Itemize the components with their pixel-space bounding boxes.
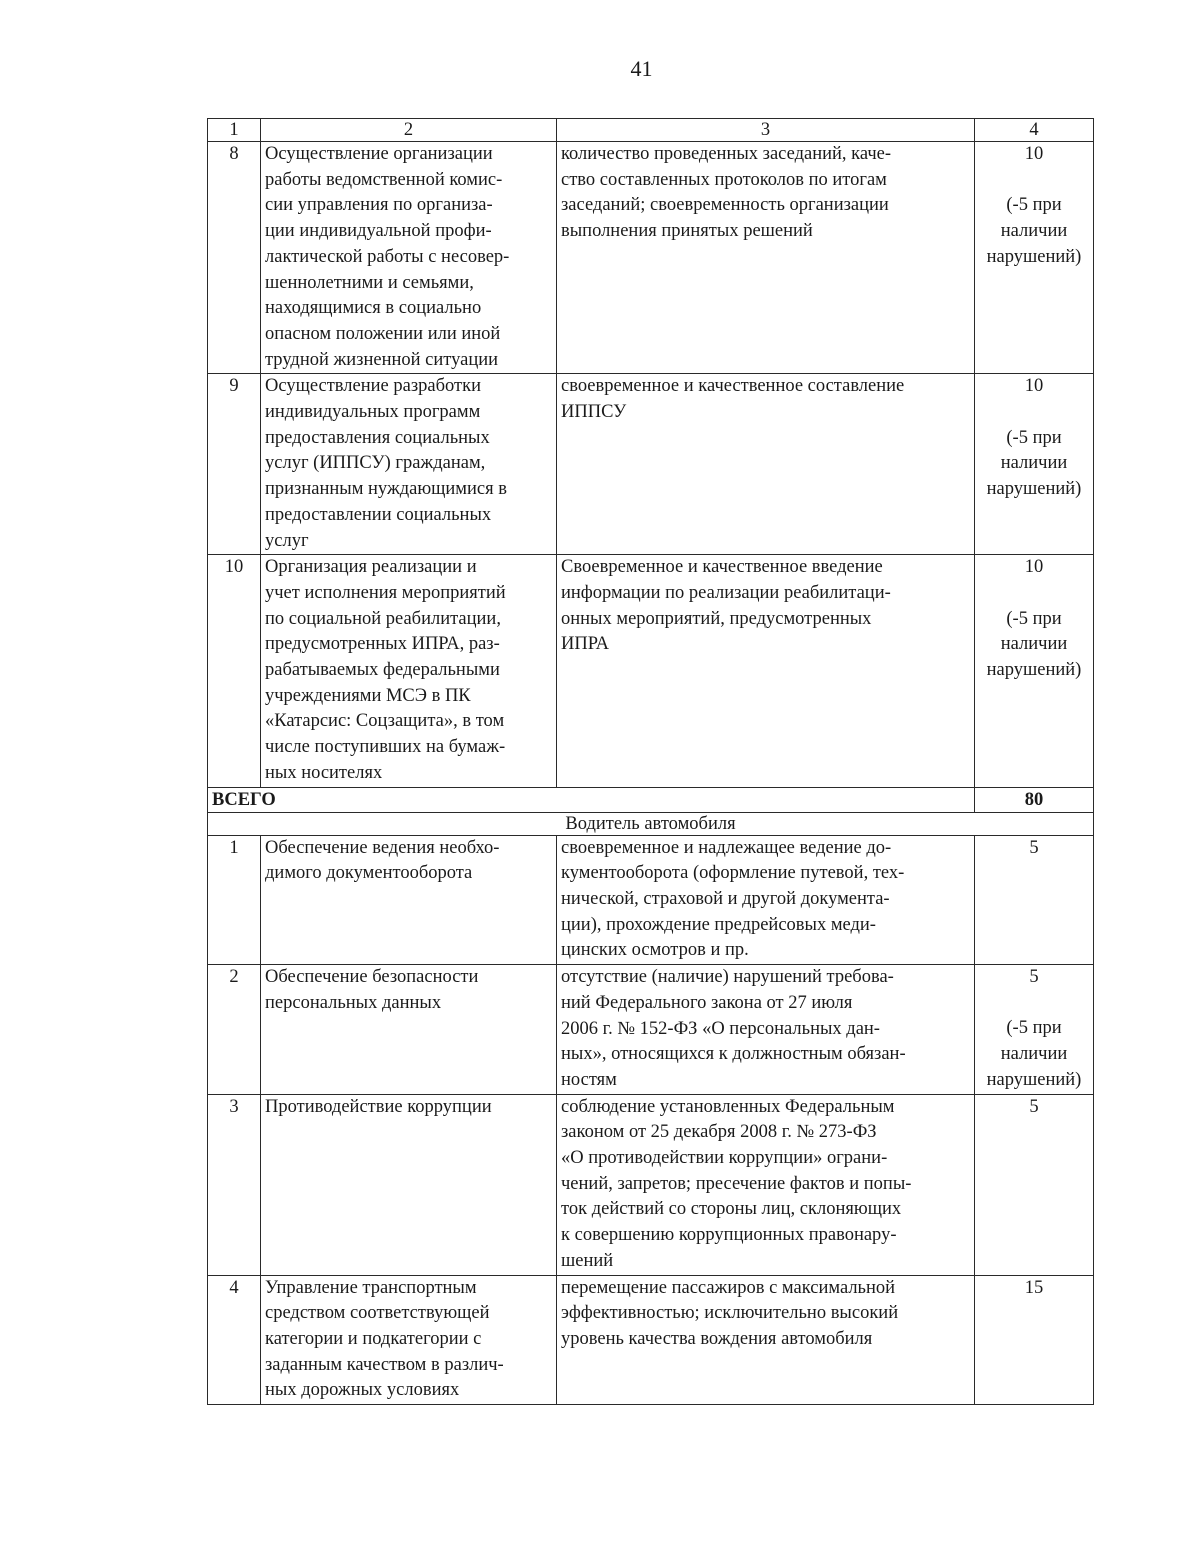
penalty-line: нарушений)	[986, 479, 1082, 500]
activity-line: Противодействие коррупции	[265, 1096, 492, 1117]
activity-line: числе поступивших на бумаж-	[265, 737, 506, 758]
activity-line: заданным качеством в различ-	[265, 1354, 504, 1375]
penalty-line: наличии	[1000, 221, 1068, 242]
points-cell	[975, 1275, 1094, 1405]
table-row	[208, 1094, 1094, 1275]
criteria-cell	[557, 142, 975, 374]
activity-line: Организация реализации и	[265, 557, 477, 578]
total-value: 80	[975, 787, 1094, 812]
table-row	[208, 142, 1094, 374]
activity-line: Осуществление организации	[265, 144, 493, 164]
penalty-line: наличии	[1000, 1044, 1068, 1065]
activity-cell	[261, 1275, 557, 1405]
activity-line: «Катарсис: Соцзащита», в том	[265, 711, 505, 732]
row-number: 8	[208, 142, 261, 374]
points-value: 10	[1024, 376, 1044, 397]
activity-line: средством соответствующей	[265, 1303, 490, 1324]
activity-line: шеннолетними и семьями,	[265, 272, 474, 293]
header-col-4: 4	[975, 119, 1094, 142]
row-number: 3	[208, 1094, 261, 1275]
criteria-cell	[557, 555, 975, 787]
activity-cell	[261, 1094, 557, 1275]
criteria-line: к совершению коррупционных правонару-	[561, 1225, 897, 1246]
criteria-line: своевременное и качественное составление	[561, 376, 905, 397]
criteria-line: количество проведенных заседаний, каче-	[561, 144, 892, 164]
criteria-line: шений	[561, 1250, 614, 1271]
points-value: 5	[1029, 837, 1039, 858]
criteria-line: чений, запретов; пресечение фактов и попы-	[561, 1173, 912, 1194]
penalty-line: (-5 при	[1006, 608, 1062, 629]
activity-line: услуг	[265, 530, 309, 551]
criteria-cell	[557, 1094, 975, 1275]
points-cell	[975, 1094, 1094, 1275]
criteria-line: уровень качества вождения автомобиля	[561, 1328, 873, 1349]
criteria-line: соблюдение установленных Федеральным	[561, 1096, 895, 1117]
criteria-line: ний Федерального закона от 27 июля	[561, 992, 853, 1013]
activity-line: по социальной реабилитации,	[265, 608, 501, 629]
penalty-line: (-5 при	[1006, 195, 1062, 216]
criteria-line: Своевременное и качественное введение	[561, 557, 883, 578]
criteria-line: кументооборота (оформление путевой, тех-	[561, 863, 905, 884]
header-col-2: 2	[261, 119, 557, 142]
penalty-line: наличии	[1000, 453, 1068, 474]
spacer	[979, 581, 1089, 607]
penalty-line: нарушений)	[986, 246, 1082, 267]
points-cell	[975, 965, 1094, 1095]
penalty-line: нарушений)	[986, 1069, 1082, 1090]
points-cell	[975, 835, 1094, 965]
activity-line: индивидуальных программ	[265, 402, 481, 423]
activity-line: находящимися в социально	[265, 298, 482, 319]
criteria-line: 2006 г. № 152-ФЗ «О персональных дан-	[561, 1018, 880, 1039]
points-cell	[975, 374, 1094, 555]
activity-line: признанным нуждающимися в	[265, 479, 507, 500]
points-value: 15	[1024, 1277, 1044, 1298]
criteria-cell	[557, 835, 975, 965]
activity-line: учет исполнения мероприятий	[265, 582, 506, 603]
activity-line: ных носителях	[265, 762, 383, 783]
spacer	[979, 168, 1089, 194]
criteria-line: ИППСУ	[561, 402, 627, 423]
penalty-line: нарушений)	[986, 660, 1082, 681]
criteria-line: цинских осмотров и пр.	[561, 940, 749, 961]
criteria-line: ИПРА	[561, 634, 610, 655]
activity-cell	[261, 555, 557, 787]
spacer	[979, 400, 1089, 426]
activity-line: Обеспечение ведения необхо-	[265, 837, 500, 858]
row-number: 2	[208, 965, 261, 1095]
total-label: ВСЕГО	[208, 787, 975, 812]
activity-line: персональных данных	[265, 992, 442, 1013]
points-value: 5	[1029, 967, 1039, 988]
activity-cell	[261, 142, 557, 374]
criteria-line: ностям	[561, 1069, 617, 1090]
criteria-line: ных», относящихся к должностным обязан-	[561, 1044, 906, 1065]
table-row	[208, 555, 1094, 787]
points-value: 10	[1024, 557, 1044, 578]
activity-line: димого документооборота	[265, 863, 473, 884]
table-header-row	[208, 119, 1094, 142]
table-row	[208, 965, 1094, 1095]
table-row	[208, 374, 1094, 555]
criteria-line: выполнения принятых решений	[561, 221, 813, 242]
points-cell	[975, 142, 1094, 374]
row-number: 4	[208, 1275, 261, 1405]
penalty-line: наличии	[1000, 634, 1068, 655]
activity-line: предусмотренных ИПРА, раз-	[265, 634, 500, 655]
points-cell	[975, 555, 1094, 787]
criteria-cell	[557, 1275, 975, 1405]
activity-line: ных дорожных условиях	[265, 1380, 460, 1401]
points-value: 5	[1029, 1096, 1039, 1117]
activity-line: Управление транспортным	[265, 1277, 477, 1298]
criteria-cell	[557, 965, 975, 1095]
activity-line: трудной жизненной ситуации	[265, 349, 499, 370]
header-col-3: 3	[557, 119, 975, 142]
kpi-table	[207, 118, 1094, 1405]
activity-line: категории и подкатегории с	[265, 1328, 482, 1349]
activity-line: работы ведомственной комис-	[265, 169, 503, 190]
criteria-line: ции), прохождение предрейсовых меди-	[561, 914, 876, 935]
criteria-line: эффективностью; исключительно высокий	[561, 1303, 899, 1324]
activity-line: Осуществление разработки	[265, 376, 481, 397]
total-row	[208, 787, 1094, 812]
page-number: 41	[630, 56, 653, 81]
row-number: 10	[208, 555, 261, 787]
activity-line: рабатываемых федеральными	[265, 660, 500, 681]
criteria-line: перемещение пассажиров с максимальной	[561, 1277, 896, 1298]
header-col-1: 1	[208, 119, 261, 142]
spacer	[979, 991, 1089, 1017]
table-row	[208, 1275, 1094, 1405]
activity-cell	[261, 374, 557, 555]
kpi-table-body	[208, 119, 1094, 1405]
activity-cell	[261, 835, 557, 965]
criteria-line: информации по реализации реабилитаци-	[561, 582, 891, 603]
criteria-line: законом от 25 декабря 2008 г. № 273-ФЗ	[561, 1122, 877, 1143]
criteria-line: отсутствие (наличие) нарушений требова-	[561, 967, 894, 988]
criteria-line: нической, страховой и другой документа-	[561, 888, 890, 909]
activity-cell	[261, 965, 557, 1095]
row-number: 1	[208, 835, 261, 965]
activity-line: лактической работы с несовер-	[265, 246, 510, 267]
criteria-line: онных мероприятий, предусмотренных	[561, 608, 872, 629]
activity-line: сии управления по организа-	[265, 195, 493, 216]
activity-line: опасном положении или иной	[265, 323, 501, 344]
activity-line: услуг (ИППСУ) гражданам,	[265, 453, 486, 474]
points-value: 10	[1024, 144, 1044, 164]
criteria-line: ство составленных протоколов по итогам	[561, 169, 887, 190]
activity-line: Обеспечение безопасности	[265, 967, 479, 988]
criteria-line: своевременное и надлежащее ведение до-	[561, 837, 892, 858]
criteria-line: заседаний; своевременность организации	[561, 195, 889, 216]
activity-line: предоставления социальных	[265, 427, 490, 448]
activity-line: ции индивидуальной профи-	[265, 221, 492, 242]
criteria-line: ток действий со стороны лиц, склоняющих	[561, 1199, 902, 1220]
criteria-cell	[557, 374, 975, 555]
row-number: 9	[208, 374, 261, 555]
penalty-line: (-5 при	[1006, 427, 1062, 448]
criteria-line: «О противодействии коррупции» ограни-	[561, 1148, 888, 1169]
penalty-line: (-5 при	[1006, 1018, 1062, 1039]
activity-line: учреждениями МСЭ в ПК	[265, 685, 471, 706]
section-title: Водитель автомобиля	[208, 812, 1094, 835]
section-row	[208, 812, 1094, 835]
activity-line: предоставлении социальных	[265, 504, 492, 525]
table-row	[208, 835, 1094, 965]
